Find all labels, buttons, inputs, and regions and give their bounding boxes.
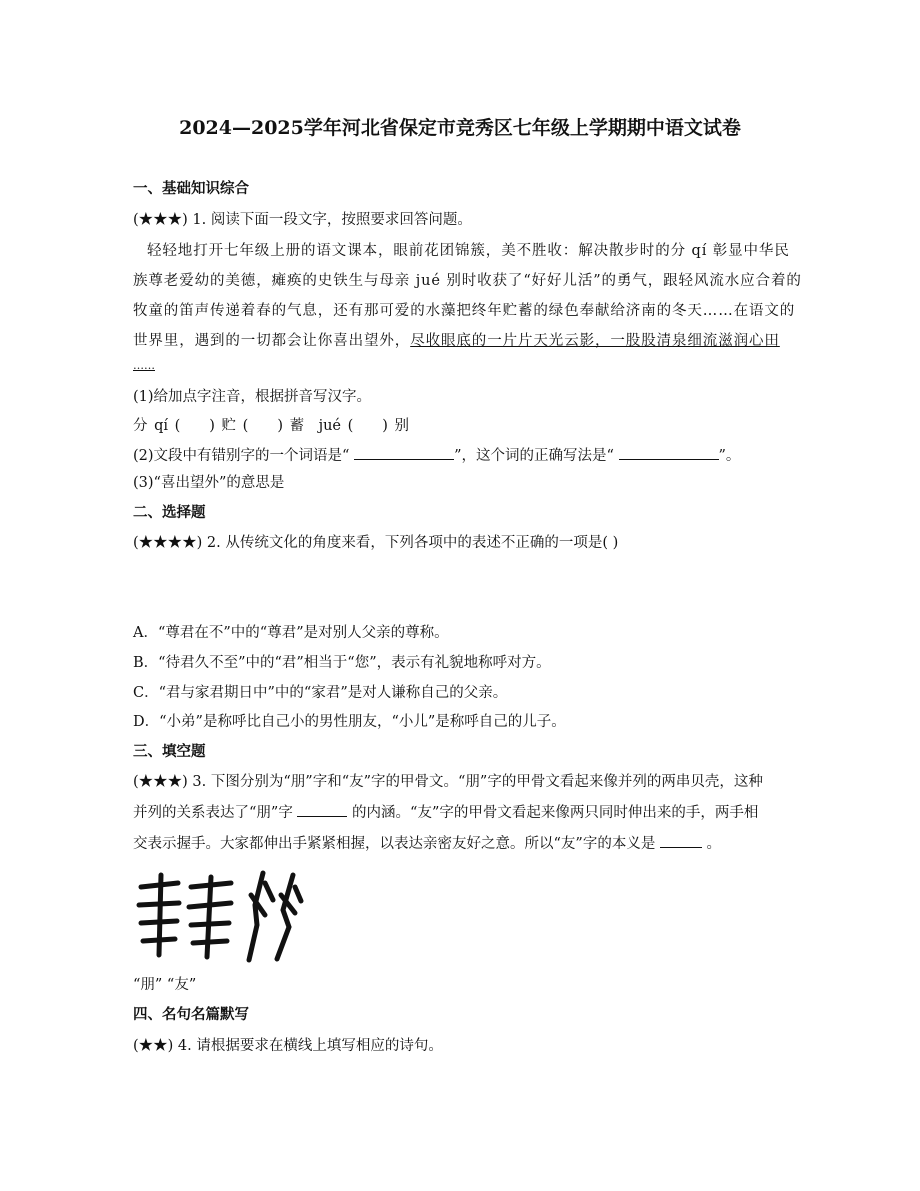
answer-blank[interactable] <box>297 802 347 817</box>
passage-line: 轻轻地打开七年级上册的语文课本，眼前花团锦簇，美不胜收：解决散步时的分 qí 彰显中华民 <box>147 243 790 259</box>
section-heading: 四、名句名篇默写 <box>133 1006 249 1023</box>
text: 并列的关系表达了“朋”字 <box>133 805 293 821</box>
section-heading: 二、选择题 <box>133 504 206 521</box>
underlined-text: 尽收眼底的一片片天光云影，一股股清泉细流滋润心田 <box>410 333 780 349</box>
subquestion-3: (3)“喜出望外”的意思是 <box>133 475 285 491</box>
answer-blank[interactable] <box>619 445 719 460</box>
passage-line: 族尊老爱幼的美德，瘫痪的史铁生与母亲 jué 别时收获了“好好儿活”的勇气，跟轻风流水应合着的 <box>133 273 802 289</box>
subquestion-1-items: 分 qí ( ) 贮 ( ) 蓄 jué ( ) 别 <box>133 418 410 434</box>
oracle-bone-characters-image <box>133 865 308 965</box>
section-heading: 三、填空题 <box>133 743 206 760</box>
passage-line: 牧童的笛声传递着春的气息，还有那可爱的水藻把终年贮蓄的绿色奉献给济南的冬天……在语文的 <box>133 303 796 319</box>
answer-blank[interactable] <box>660 833 702 848</box>
text: ”，这个词的正确写法是“ <box>454 448 614 464</box>
text: ”。 <box>718 448 741 464</box>
ellipsis: …… <box>133 359 155 372</box>
image-caption: “朋” “友” <box>133 977 197 993</box>
option-d: D．“小弟”是称呼比自己小的男性朋友，“小儿”是称呼自己的儿子。 <box>133 714 566 730</box>
question-4-stem: (★★) 4. 请根据要求在横线上填写相应的诗句。 <box>133 1038 443 1054</box>
option-a: A．“尊君在不”中的“尊君”是对别人父亲的尊称。 <box>133 625 449 641</box>
passage-text: 世界里，遇到的一切都会让你喜出望外， <box>133 333 411 349</box>
question-3-line: (★★★) 3. 下图分别为“朋”字和“友”字的甲骨文。“朋”字的甲骨文看起来像并列的两串贝壳，这种 <box>133 774 763 790</box>
page-title: 2024—2025学年河北省保定市竞秀区七年级上学期期中语文试卷 <box>179 117 741 139</box>
option-c: C．“君与家君期日中”中的“家君”是对人谦称自己的父亲。 <box>133 685 508 701</box>
section-heading: 一、基础知识综合 <box>133 180 249 197</box>
question-3-line <box>133 802 758 823</box>
text: 的内涵。“友”字的甲骨文看起来像两只同时伸出来的手，两手相 <box>352 805 759 821</box>
text: 。 <box>706 836 722 852</box>
question-1-stem: (★★★) 1. 阅读下面一段文字，按照要求回答问题。 <box>133 212 472 228</box>
answer-blank[interactable] <box>354 445 454 460</box>
subquestion-2 <box>133 445 740 466</box>
question-2-stem: (★★★★) 2. 从传统文化的角度来看，下列各项中的表述不正确的一项是( ) <box>133 535 619 551</box>
subquestion-1: (1)给加点字注音，根据拼音写汉字。 <box>133 389 372 405</box>
question-3-line <box>133 833 721 854</box>
passage-line <box>133 331 780 351</box>
text: (2)文段中有错别字的一个词语是“ <box>133 448 350 464</box>
text: 交表示握手。大家都伸出手紧紧相握，以表达亲密友好之意。所以“友”字的本义是 <box>133 836 656 852</box>
option-b: B．“待君久不至”中的“君”相当于“您”，表示有礼貌地称呼对方。 <box>133 655 551 671</box>
